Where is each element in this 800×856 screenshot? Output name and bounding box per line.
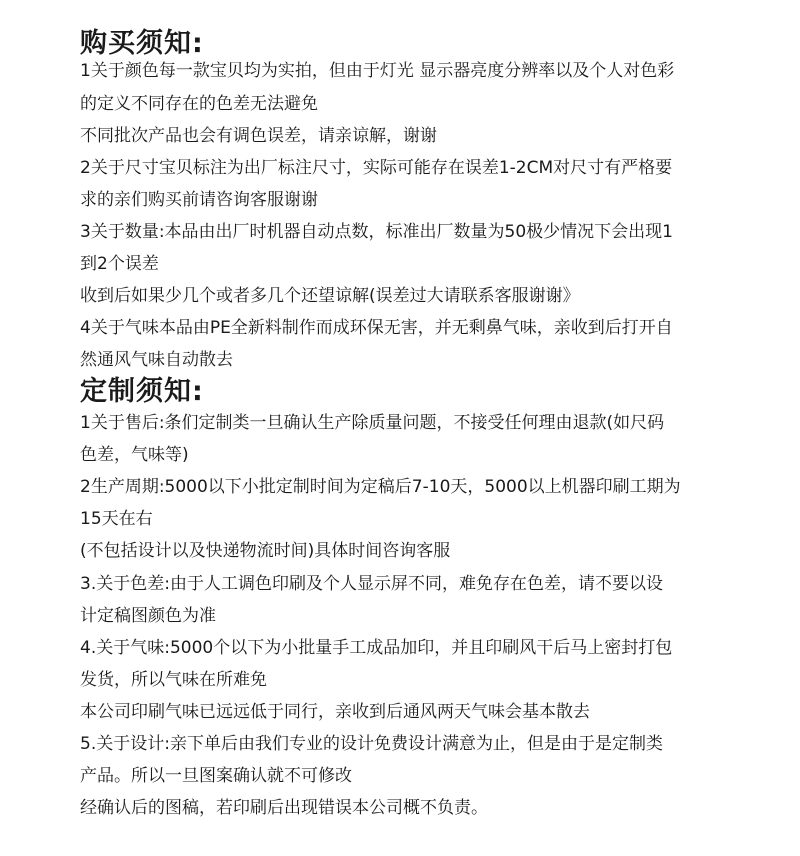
custom-notice-line: 3.关于色差:由于人工调色印刷及个人显示屏不同，难免存在色差，请不要以设 (80, 574, 663, 594)
purchase-notice-line: 2关于尺寸宝贝标注为出厂标注尺寸，实际可能存在误差1-2CM对尺寸有严格要 (80, 158, 673, 178)
purchase-notice-line: 求的亲们购买前请咨询客服谢谢 (80, 190, 318, 210)
purchase-notice-line: 然通风气味自动散去 (80, 350, 233, 370)
custom-notice-line: (不包括设计以及快递物流时间)具体时间咨询客服 (80, 541, 451, 561)
purchase-notice-title: 购买须知: (80, 28, 204, 59)
custom-notice-line: 发货，所以气味在所难免 (80, 670, 267, 690)
purchase-notice-line: 到2个误差 (80, 254, 159, 274)
custom-notice-line: 5.关于设计:亲下单后由我们专业的设计免费设计满意为止，但是由于是定制类 (80, 734, 663, 754)
custom-notice-line: 4.关于气味:5000个以下为小批量手工成品加印，并且印刷风干后马上密封打包 (80, 638, 673, 658)
custom-notice-line: 产品。所以一旦图案确认就不可修改 (80, 766, 352, 786)
purchase-notice-line: 4关于气味本品由PE全新料制作而成环保无害，并无剩鼻气味，亲收到后打开自 (80, 318, 673, 338)
purchase-notice-line: 1关于颜色每一款宝贝均为实拍，但由于灯光 显示器亮度分辨率以及个人对色彩 (80, 61, 675, 81)
custom-notice-line: 计定稿图颜色为准 (80, 606, 216, 626)
purchase-notice-line: 的定义不同存在的色差无法避免 (80, 94, 318, 114)
custom-notice-line: 本公司印刷气味已远远低于同行，亲收到后通风两天气味会基本散去 (80, 702, 590, 722)
purchase-notice-line: 3关于数量:本品由出厂时机器自动点数，标准出厂数量为50极少情况下会出现1 (80, 222, 673, 242)
custom-notice-line: 2生产周期:5000以下小批定制时间为定稿后7-10天，5000以上机器印刷工期为 (80, 477, 681, 497)
custom-notice-line: 1关于售后:条们定制类一旦确认生产除质量问题，不接受任何理由退款(如尺码 (80, 413, 665, 433)
custom-notice-line: 15天在右 (80, 509, 153, 529)
custom-notice-title: 定制须知: (80, 376, 204, 407)
custom-notice-line: 色差，气味等) (80, 445, 189, 465)
purchase-notice-line: 不同批次产品也会有调色误差，请亲谅解，谢谢 (80, 126, 437, 146)
custom-notice-line: 经确认后的图稿，若印刷后出现错误本公司概不负责。 (80, 798, 488, 818)
purchase-notice-line: 收到后如果少几个或者多几个还望谅解(误差过大请联系客服谢谢》 (80, 286, 580, 306)
